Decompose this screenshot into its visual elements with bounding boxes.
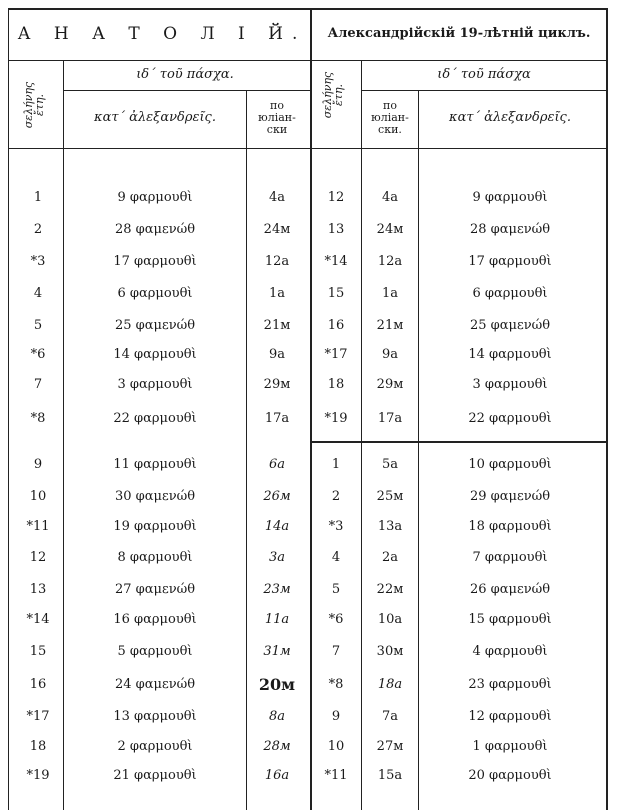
right-row-alex: 18 φαρμουθὶ: [468, 519, 552, 534]
left-row-year: 2: [33, 222, 43, 237]
left-row-year: 7: [33, 377, 43, 392]
left-row-jul: 3а: [268, 550, 286, 565]
right-row-jul: 17а: [377, 411, 403, 426]
left-row-alex: 19 φαρμουθὶ: [113, 519, 197, 534]
left-row-jul: 14а: [264, 519, 290, 534]
right-row-alex: 25 φαμενώθ: [469, 318, 551, 333]
right-row-alex: 28 φαμενώθ: [469, 222, 551, 237]
left-row-year: 13: [29, 582, 47, 597]
right-row-year: 15: [327, 286, 345, 301]
left-year-header-line1: σελήνης: [22, 81, 35, 129]
left-row-jul: 12а: [264, 254, 290, 269]
right-border: [606, 8, 608, 810]
left-row-year: 10: [29, 489, 47, 504]
right-row-alex: 1 φαρμουθὶ: [472, 739, 548, 754]
right-row-jul: 4а: [381, 190, 399, 205]
right-row-year: 4: [331, 550, 341, 565]
left-row-year: *17: [26, 709, 50, 724]
right-row-alex: 12 φαρμουθὶ: [468, 709, 552, 724]
right-row-year: 18: [327, 377, 345, 392]
right-row-jul: 15а: [377, 768, 403, 783]
right-row-jul: 1а: [381, 286, 399, 301]
right-alex-header: κατ΄ ἀλεξανδρεῖς.: [449, 110, 571, 125]
left-row-alex: 8 φαρμουθὶ: [117, 550, 193, 565]
left-row-jul: 8а: [268, 709, 286, 724]
right-row-alex: 9 φαρμουθὶ: [472, 190, 548, 205]
left-row-alex: 17 φαρμουθὶ: [113, 254, 197, 269]
right-row-jul: 22м: [376, 582, 404, 597]
right-cycle-separator: [310, 441, 608, 443]
right-jul-header-line2: юліан-: [371, 111, 409, 124]
left-row-jul: 17а: [264, 411, 290, 426]
left-row-jul: 28м: [263, 739, 291, 754]
right-row-year: 12: [327, 190, 345, 205]
left-jul-header: [258, 100, 296, 136]
right-row-jul: 2а: [381, 550, 399, 565]
right-row-alex: 20 φαρμουθὶ: [468, 768, 552, 783]
left-row-year: 15: [29, 644, 47, 659]
left-row-year: *14: [26, 612, 50, 627]
right-year-header-line2: ἔτη.: [332, 83, 345, 107]
left-row-alex: 25 φαμενώθ: [114, 318, 196, 333]
right-row-jul: 18а: [377, 677, 403, 692]
left-row-alex: 5 φαρμουθὶ: [117, 644, 193, 659]
right-jul-header: [371, 100, 409, 136]
left-row-jul: 23м: [263, 582, 291, 597]
right-year-header: [322, 67, 352, 123]
left-row-jul: 21м: [263, 318, 291, 333]
right-row-jul: 29м: [376, 377, 404, 392]
right-jul-header-line3: ски.: [378, 123, 402, 136]
right-group-header: ιδ΄ τοῦ πάσχα: [437, 67, 531, 82]
center-divider: [310, 8, 312, 810]
left-alex-header: κατ΄ ἀλεξανδρεῖς.: [94, 110, 216, 125]
left-jul-header-line3: ски: [266, 123, 288, 136]
right-row-jul: 12а: [377, 254, 403, 269]
left-row-alex: 27 φαμενώθ: [114, 582, 196, 597]
right-row-alex: 29 φαμενώθ: [469, 489, 551, 504]
right-row-year: *6: [328, 612, 344, 627]
right-table-title: Александрійскій 19-лѣтній циклъ.: [327, 26, 591, 41]
left-row-year: *3: [30, 254, 46, 269]
left-row-year: 18: [29, 739, 47, 754]
right-row-year: *14: [324, 254, 348, 269]
right-row-jul: 5а: [381, 457, 399, 472]
right-row-year: 1: [331, 457, 341, 472]
right-jul-col-line: [418, 90, 419, 810]
left-row-alex: 28 φαμενώθ: [114, 222, 196, 237]
left-jul-col-line: [246, 90, 247, 810]
left-row-alex: 2 φαρμουθὶ: [117, 739, 193, 754]
left-jul-header-line1: по: [270, 99, 284, 112]
left-row-alex: 3 φαρμουθὶ: [117, 377, 193, 392]
right-row-jul: 9а: [381, 347, 399, 362]
left-row-alex: 22 φαρμουθὶ: [113, 411, 197, 426]
right-row-jul: 24м: [376, 222, 404, 237]
right-row-alex: 3 φαρμουθὶ: [472, 377, 548, 392]
right-row-jul: 13а: [377, 519, 403, 534]
left-row-jul: 26м: [263, 489, 291, 504]
group-header-underline-right: [361, 90, 608, 91]
left-year-header-line2: ἔτη.: [33, 93, 46, 117]
right-row-alex: 15 φαρμουθὶ: [468, 612, 552, 627]
right-row-year: 13: [327, 222, 345, 237]
right-row-alex: 17 φαρμουθὶ: [468, 254, 552, 269]
right-row-jul: 10а: [377, 612, 403, 627]
right-row-year: 16: [327, 318, 345, 333]
left-year-col-line: [63, 60, 64, 810]
right-row-alex: 22 φαρμουθὶ: [468, 411, 552, 426]
right-row-year: 7: [331, 644, 341, 659]
right-year-col-line: [361, 60, 362, 810]
left-row-alex: 11 φαρμουθὶ: [113, 457, 197, 472]
left-row-jul: 11а: [264, 612, 290, 627]
left-row-jul: 16а: [264, 768, 290, 783]
left-row-year: 1: [33, 190, 43, 205]
left-row-jul: 20м: [258, 675, 296, 694]
right-year-header-line1: σελήνης: [321, 71, 334, 119]
group-header-underline-left: [63, 90, 310, 91]
right-row-alex: 14 φαρμουθὶ: [468, 347, 552, 362]
right-row-jul: 25м: [376, 489, 404, 504]
right-row-alex: 6 φαρμουθὶ: [472, 286, 548, 301]
left-row-year: 12: [29, 550, 47, 565]
right-jul-header-line1: по: [383, 99, 397, 112]
left-row-jul: 6а: [268, 457, 286, 472]
right-row-alex: 4 φαρμουθὶ: [472, 644, 548, 659]
left-row-alex: 24 φαμενώθ: [114, 677, 196, 692]
left-row-year: *8: [30, 411, 46, 426]
left-group-header: ιδ΄ τοῦ πάσχα.: [136, 67, 234, 82]
right-row-year: *11: [324, 768, 348, 783]
right-row-year: 5: [331, 582, 341, 597]
left-row-alex: 16 φαρμουθὶ: [113, 612, 197, 627]
right-row-year: *17: [324, 347, 348, 362]
left-row-year: *19: [26, 768, 50, 783]
top-border: [8, 8, 608, 10]
left-row-jul: 29м: [263, 377, 291, 392]
left-row-alex: 14 φαρμουθὶ: [113, 347, 197, 362]
right-row-year: *19: [324, 411, 348, 426]
left-row-year: 5: [33, 318, 43, 333]
left-jul-header-line2: юліан-: [258, 111, 296, 124]
right-row-alex: 26 φαμενώθ: [469, 582, 551, 597]
right-row-jul: 27м: [376, 739, 404, 754]
left-row-jul: 4а: [268, 190, 286, 205]
right-row-year: 9: [331, 709, 341, 724]
left-row-alex: 13 φαρμουθὶ: [113, 709, 197, 724]
left-row-alex: 21 φαρμουθὶ: [113, 768, 197, 783]
left-row-jul: 24м: [263, 222, 291, 237]
left-row-year: 9: [33, 457, 43, 472]
left-row-alex: 30 φαμενώθ: [114, 489, 196, 504]
left-row-jul: 1а: [268, 286, 286, 301]
left-row-year: 16: [29, 677, 47, 692]
left-row-alex: 9 φαρμουθὶ: [117, 190, 193, 205]
left-row-year: *11: [26, 519, 50, 534]
left-border: [8, 8, 9, 810]
left-row-year: 4: [33, 286, 43, 301]
right-row-jul: 30м: [376, 644, 404, 659]
left-row-year: *6: [30, 347, 46, 362]
right-row-year: 2: [331, 489, 341, 504]
right-row-jul: 7а: [381, 709, 399, 724]
right-row-alex: 23 φαρμουθὶ: [468, 677, 552, 692]
left-table-title: А Н А Т О Л І Й.: [17, 24, 307, 44]
header-bottom-line: [8, 148, 608, 149]
title-underline: [8, 60, 608, 61]
right-row-alex: 10 φαρμουθὶ: [468, 457, 552, 472]
left-row-alex: 6 φαρμουθὶ: [117, 286, 193, 301]
left-year-header: [23, 77, 53, 133]
right-row-year: 10: [327, 739, 345, 754]
right-row-year: *3: [328, 519, 344, 534]
right-row-alex: 7 φαρμουθὶ: [472, 550, 548, 565]
left-row-jul: 9а: [268, 347, 286, 362]
right-row-jul: 21м: [376, 318, 404, 333]
left-row-jul: 31м: [263, 644, 291, 659]
right-row-year: *8: [328, 677, 344, 692]
